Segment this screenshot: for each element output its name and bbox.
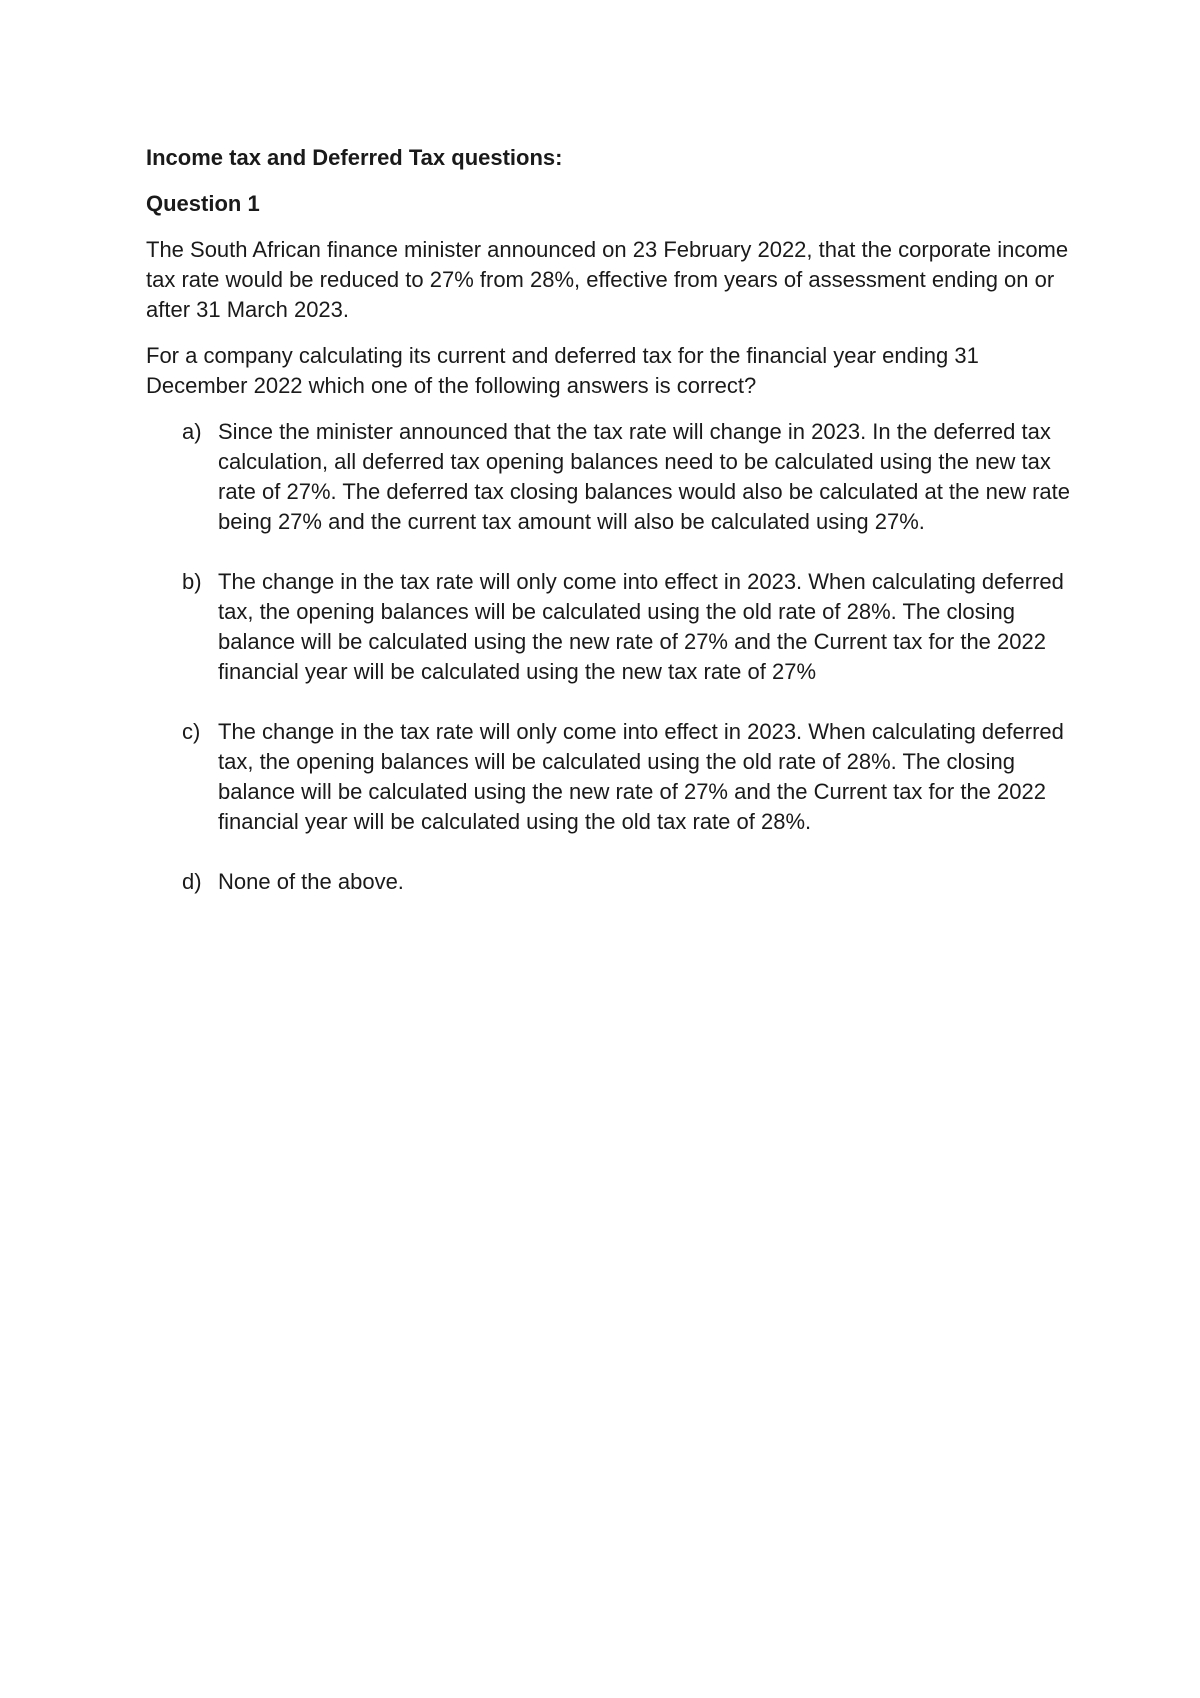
option-letter: d) <box>182 869 202 894</box>
question-prompt-paragraph: For a company calculating its current and deferred tax for the financial year ending 31 December 2022 which one of the following answers is correct? <box>146 343 979 398</box>
answer-option-d <box>146 867 1076 897</box>
option-text: The change in the tax rate will only come into effect in 2023. When calculating deferred tax, the opening balances will be calculated using the old rate of 28%. The closing balance will be calculated using the new rate of 27% and the Current tax for the 2022 financial year will be calculated using the new tax rate of 27% <box>218 569 1064 684</box>
option-letter: b) <box>182 569 202 594</box>
answer-option-b <box>146 567 1076 687</box>
question-context-paragraph: The South African finance minister announced on 23 February 2022, that the corporate income tax rate would be reduced to 27% from 28%, effective from years of assessment ending on or after 31 March 2023. <box>146 237 1069 322</box>
option-text: None of the above. <box>218 869 404 894</box>
question-heading: Question 1 <box>146 191 260 216</box>
option-text: Since the minister announced that the tax rate will change in 2023. In the deferred tax calculation, all deferred tax opening balances need to be calculated using the new tax rate of 27%. The deferred tax closing balances would also be calculated at the new rate being 27% and the current tax amount will also be calculated using 27%. <box>218 419 1071 534</box>
document-title: Income tax and Deferred Tax questions: <box>146 145 563 170</box>
answer-option-a <box>146 417 1076 537</box>
document-content <box>146 143 1076 927</box>
option-letter: c) <box>182 719 201 744</box>
answer-option-c <box>146 717 1076 837</box>
answer-options-list <box>146 417 1076 897</box>
option-text: The change in the tax rate will only come into effect in 2023. When calculating deferred tax, the opening balances will be calculated using the old rate of 28%. The closing balance will be calculated using the new rate of 27% and the Current tax for the 2022 financial year will be calculated using the old tax rate of 28%. <box>218 719 1064 834</box>
option-letter: a) <box>182 419 202 444</box>
